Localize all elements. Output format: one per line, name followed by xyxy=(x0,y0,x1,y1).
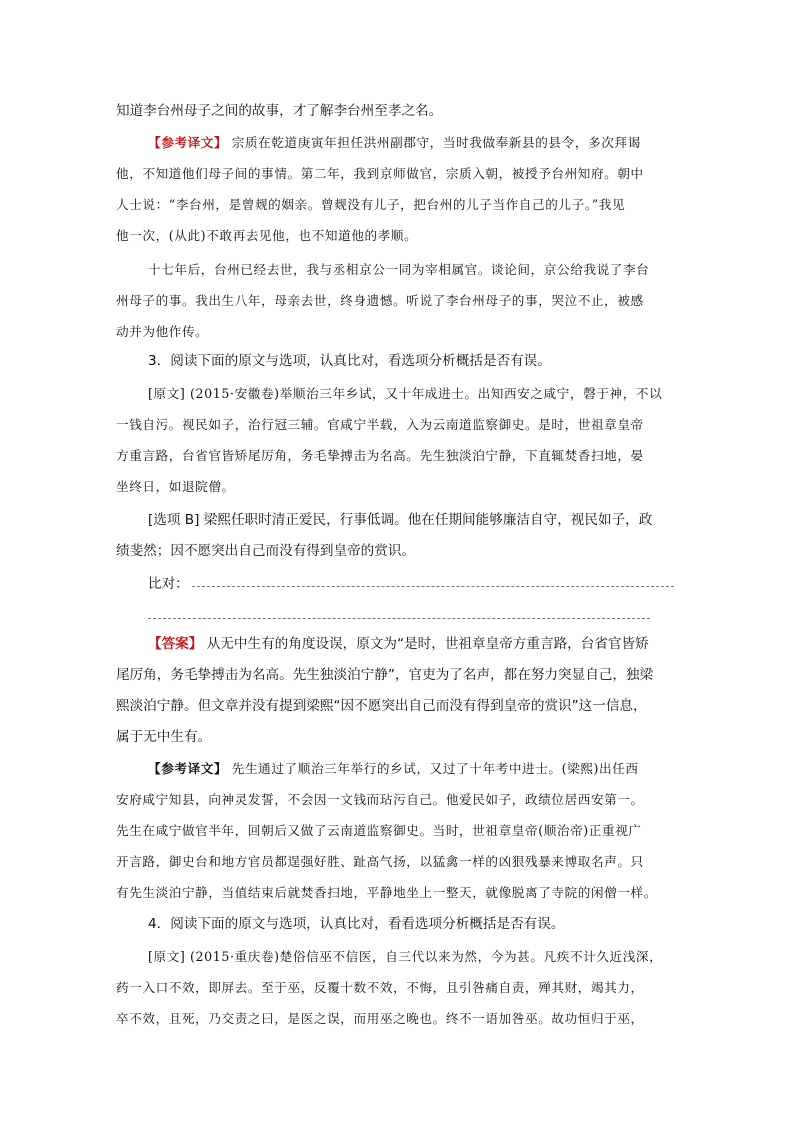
text-line: 一钱自污。视民如子，治行冠三辅。官咸宁半载，入为云南道监察御史。是时，世祖章皇帝 xyxy=(116,417,644,432)
text-line: 开言路，御史台和地方官员都逞强好胜、趾高气扬，以猛禽一样的凶狠残暴来博取名声。只 xyxy=(116,854,644,869)
text-line: 【答案】 从无中生有的角度设误，原文为“是时，世祖章皇帝方重言路，台省官皆矫 xyxy=(148,636,649,652)
translation-label: 【参考译文】 xyxy=(148,761,228,776)
text-line: 绩斐然；因不愿突出自己而没有得到皇帝的赏识。 xyxy=(116,543,416,559)
text-line: [原文] (2015·安徽卷)举顺治三年乡试，又十年成进士。出知西安之咸宁，磬于神，不以 xyxy=(148,386,663,401)
text-line: 他一次，(从此)不敢再去见他，也不知道他的孝顺。 xyxy=(116,228,418,243)
question-3-option xyxy=(116,505,678,567)
answer-label: 【答案】 xyxy=(148,636,203,652)
text-line: 卒不效，且死，乃交责之曰，是医之误，而用巫之晚也。终不一语加咎巫。故功恒归于巫， xyxy=(116,1011,644,1026)
question-3-heading xyxy=(116,346,678,377)
intro-line: 知道李台州母子之间的故事，才了解李台州至孝之名。 xyxy=(116,103,443,119)
intro-paragraph xyxy=(116,96,678,127)
heading-line: 3．阅读下面的原文与选项，认真比对，看选项分析概括是否有误。 xyxy=(148,353,551,369)
text-line: 先生在咸宁做官半年，回朝后又做了云南道监察御史。当时，世祖章皇帝(顺治帝)正重视广 xyxy=(116,823,642,838)
text-line: 熙淡泊宁静。但文章并没有提到梁熙“因不愿突出自己而没有得到皇帝的赏识”这一信息， xyxy=(116,698,647,714)
compare-row xyxy=(116,569,678,600)
text-line: 方重言路，台省官皆矫尾厉角，务毛挚搏击为名高。先生独淡泊宁静，下直辄焚香扫地，晏 xyxy=(116,448,644,463)
question-3-answer xyxy=(116,629,678,753)
text-line: 【参考译文】 宗质在乾道庚寅年担任洪州副郡守，当时我做奉新县的县令，多次拜谒 xyxy=(148,135,641,150)
translation-paragraph-2 xyxy=(116,254,678,347)
translation-label: 【参考译文】 xyxy=(148,135,228,150)
text-line: 药一入口不效，即屏去。至于巫，反覆十数不效，不悔，且引咎痛自责，殚其财，竭其力， xyxy=(116,980,644,995)
text-line: [选项 B] 梁熙任职时清正爱民，行事低调。他在任期间能够廉洁自守，视民如子，政 xyxy=(148,512,653,528)
text-line: 属于无中生有。 xyxy=(116,729,212,745)
text-line: 有先生淡泊宁静，当值结束后就焚香扫地，平静地坐上一整天，就像脱离了寺院的闲僧一样。 xyxy=(116,885,657,900)
text-line: 他，不知道他们母子间的事情。第二年，我到京师做官，宗质入朝，被授予台州知府。朝中 xyxy=(116,166,644,181)
question-3-source xyxy=(116,378,678,502)
text-line: [原文] (2015·重庆卷)楚俗信巫不信医，自三代以来为然，今为甚。凡疾不计久近浅深， xyxy=(148,949,663,964)
answer-blank-line-1[interactable] xyxy=(192,586,674,587)
text-line: 十七年后，台州已经去世，我与丞相京公一同为宰相属官。谈论间，京公给我说了李台 xyxy=(148,262,650,277)
text-line: 安府咸宁知县，向神灵发誓，不会因一文钱而玷污自己。他爱民如子，政绩位居西安第一。 xyxy=(116,792,644,807)
question-4-heading xyxy=(116,909,678,940)
text-line: 动并为他作传。 xyxy=(116,324,209,339)
text-line: 【参考译文】 先生通过了顺治三年举行的乡试，又过了十年考中进士。(梁熙)出任西 xyxy=(148,761,639,776)
answer-blank-line-2[interactable] xyxy=(148,618,650,619)
question-4-source xyxy=(116,941,678,1034)
heading-line: 4．阅读下面的原文与选项，认真比对，看看选项分析概括是否有误。 xyxy=(148,916,565,932)
text-line: 人士说：“李台州，是曾觌的姻亲。曾觌没有儿子，把台州的儿子当作自己的儿子。”我见 xyxy=(116,197,626,212)
compare-label: 比对： xyxy=(148,576,189,592)
question-3-translation xyxy=(116,753,678,908)
text-line: 州母子的事。我出生八年，母亲去世，终身遗憾。听说了李台州母子的事，哭泣不止，被感 xyxy=(116,293,644,308)
translation-paragraph-1 xyxy=(116,127,678,251)
text-line: 坐终日，如退院僧。 xyxy=(116,479,235,494)
text-line: 尾厉角，务毛挚搏击为名高。先生独淡泊宁静”，官吏为了名声，都在努力突显自己，独梁 xyxy=(116,667,654,683)
